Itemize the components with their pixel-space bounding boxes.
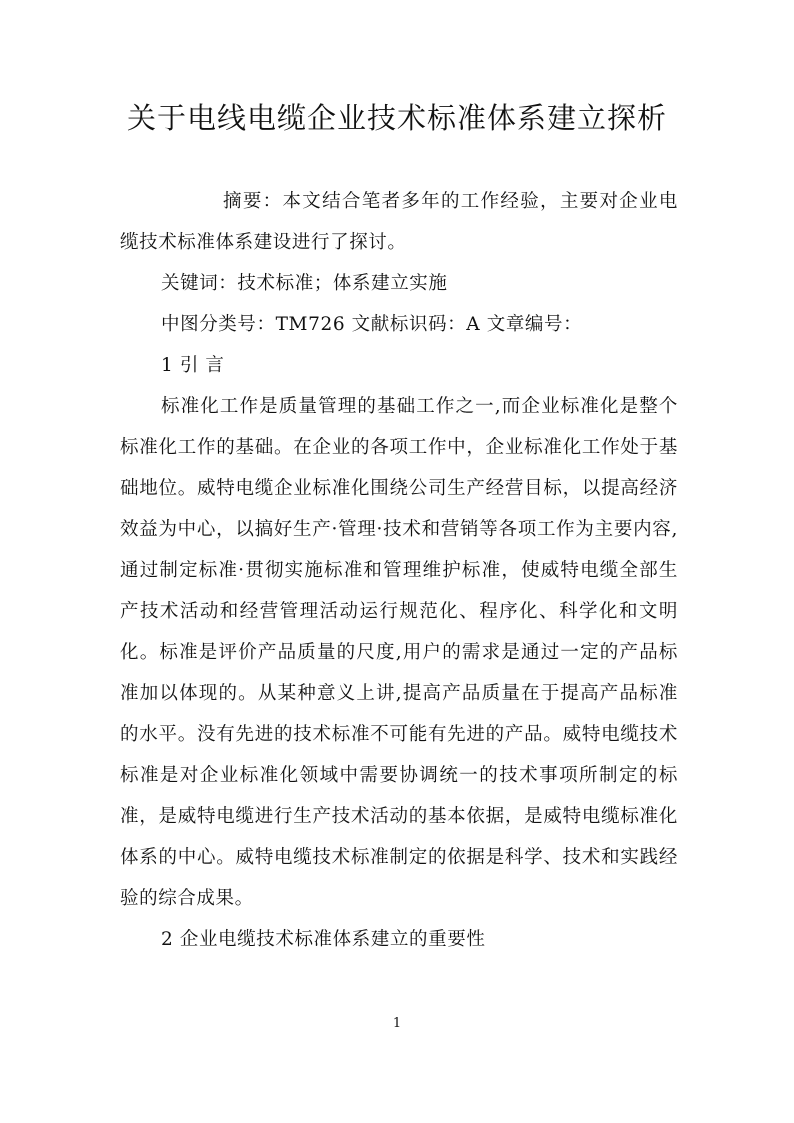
document-title: 关于电线电缆企业技术标准体系建立探析: [126, 101, 667, 135]
section-1-heading: 1 引 言: [161, 355, 225, 376]
keywords-paragraph: 关键词：技术标准；体系建立实施: [161, 273, 448, 294]
section-2-heading: 2 企业电缆技术标准体系建立的重要性: [161, 929, 486, 950]
page-number: 1: [392, 1016, 402, 1031]
document-body: [120, 181, 678, 960]
abstract-paragraph: 摘要：本文结合笔者多年的工作经验，主要对企业电缆技术标准体系建设进行了探讨。: [120, 191, 678, 253]
classification-paragraph: 中图分类号：TM726 文献标识码：A 文章编号：: [161, 314, 583, 335]
section-1-body: 标准化工作是质量管理的基础工作之一,而企业标准化是整个标准化工作的基础。在企业的各项工作中，企业标准化工作处于基础地位。威特电缆企业标准化围绕公司生产经营目标，以提高经济效益为中心，以搞好生产·管理·技术和营销等各项工作为主要内容,通过制定标准·贯彻实施标准和管理维护标准，使威特电缆全部生产技术活动和经营管理活动运行规范化、程序化、科学化和文明化。标准是评价产品质量的尺度,用户的需求是通过一定的产品标准加以体现的。从某种意义上讲,提高产品质量在于提高产品标准的水平。没有先进的技术标准不可能有先进的产品。威特电缆技术标准是对企业标准化领域中需要协调统一的技术事项所制定的标准，是威特电缆进行生产技术活动的基本依据，是威特电缆标准化体系的中心。威特电缆技术标准制定的依据是科学、技术和实践经验的综合成果。: [120, 396, 678, 909]
